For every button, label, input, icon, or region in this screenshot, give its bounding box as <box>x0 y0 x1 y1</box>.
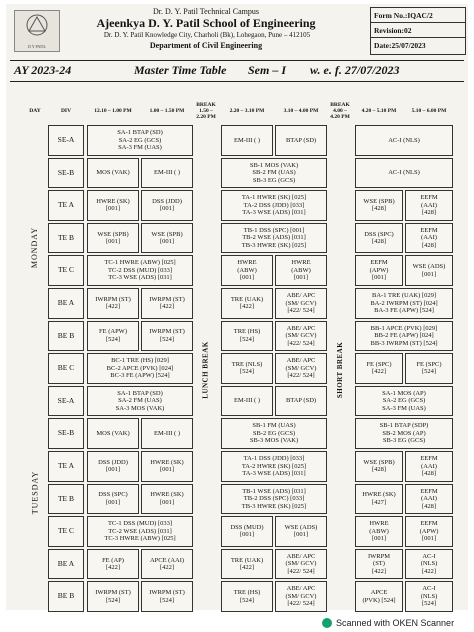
lecture-cell <box>355 549 403 580</box>
lecture-line: TRE (NLS) <box>231 361 263 369</box>
lecture-line: FE (SPC) <box>416 361 442 369</box>
lecture-line: [524] <box>159 596 175 604</box>
lecture-line: [001] <box>293 531 309 539</box>
lecture-line: SA-1 MOS (AP) <box>382 389 426 397</box>
lecture-line: BC-3 FE (APW) [524] <box>110 372 170 380</box>
lecture-line: HWRE <box>291 259 311 267</box>
lecture-line: (AAI) <box>421 201 437 209</box>
division-label: BE B <box>48 581 84 612</box>
lecture-line: [524] <box>105 335 121 343</box>
lecture-line: (NLS) <box>420 592 438 600</box>
lecture-cell <box>221 288 273 319</box>
lecture-line: (ST) <box>373 560 385 568</box>
lecture-line: [001] <box>105 205 121 213</box>
lecture-line: BB-1 APCE (PVK) [029] <box>370 324 438 332</box>
lecture-cell <box>355 125 453 156</box>
lecture-cell <box>355 516 403 547</box>
lecture-line: [001] <box>159 466 175 474</box>
semester: Sem – I <box>248 63 287 77</box>
lecture-line: [524] <box>159 335 175 343</box>
lecture-line: [524] <box>239 335 255 343</box>
lecture-line: [524] <box>239 368 255 376</box>
lecture-line: [428] <box>371 205 387 213</box>
lecture-line: SA-1 BTAP (SD) <box>117 129 163 137</box>
lecture-line: [422/ 524] <box>287 567 315 575</box>
lecture-line: EEFM <box>420 455 438 463</box>
lecture-cell <box>221 255 273 286</box>
lecture-line: ABE/ APC <box>286 292 316 300</box>
lecture-cell <box>221 125 273 156</box>
lecture-line: SB-3 MOS (VAK) <box>249 437 299 445</box>
lecture-cell <box>221 516 273 547</box>
lecture-cell <box>87 190 139 221</box>
lecture-cell <box>355 321 453 352</box>
lecture-line: [422] <box>105 564 121 572</box>
lecture-cell <box>87 386 193 417</box>
lecture-line: [422] <box>105 303 121 311</box>
lecture-cell <box>87 451 139 482</box>
lecture-cell <box>405 353 453 384</box>
lecture-line: [428] <box>421 470 437 478</box>
division-label: TE C <box>48 516 84 547</box>
lecture-line: SA-2 EG (GCS) <box>118 136 162 144</box>
lecture-line: [428] <box>371 238 387 246</box>
lecture-line: SA-2 EG (GCS) <box>382 397 426 405</box>
lecture-cell <box>275 581 327 612</box>
lecture-line: IWRPM (ST) <box>149 328 185 336</box>
lecture-cell <box>355 223 403 254</box>
header-slot-5: 4.20 – 5.10 PM <box>361 107 397 114</box>
lecture-line: [001] <box>239 531 255 539</box>
lecture-line: EM-III ( ) <box>154 169 180 177</box>
lecture-line: IWRPM (ST) <box>95 589 131 597</box>
lecture-line: HWRE (SK) <box>362 491 396 499</box>
lecture-cell <box>87 549 139 580</box>
lecture-cell <box>355 353 403 384</box>
lecture-line: HWRE (SK) <box>150 491 184 499</box>
lecture-line: TA-3 WSE (ADS) [031] <box>242 470 306 478</box>
lecture-line: EEFM <box>420 194 438 202</box>
division-label: BE A <box>48 549 84 580</box>
lecture-cell <box>141 321 193 352</box>
lecture-line: EEFM <box>420 226 438 234</box>
lecture-cell <box>221 321 273 352</box>
lecture-line: [428] <box>371 466 387 474</box>
lecture-cell <box>141 451 193 482</box>
division-label: TE A <box>48 190 84 221</box>
lecture-cell <box>221 581 273 612</box>
header-div: DIV <box>60 107 72 114</box>
lecture-line: WSE (SPB) <box>363 198 395 206</box>
lecture-cell <box>355 386 453 417</box>
day-tuesday <box>24 370 46 615</box>
lecture-cell <box>221 190 327 221</box>
lecture-line: IWRPM <box>367 552 391 560</box>
lecture-cell <box>141 288 193 319</box>
header-slot-6: 5.10 – 6.00 PM <box>411 107 447 114</box>
lecture-line: SA-1 BTAP (SD) <box>117 389 163 397</box>
lecture-line: EM-III ( ) <box>234 397 260 405</box>
lecture-line: HWRE (SK) <box>96 198 130 206</box>
scanner-logo-icon <box>322 618 332 628</box>
lecture-line: BB-2 FE (APW) [024] <box>374 332 434 340</box>
lecture-line: SA-3 FM (UAS) <box>382 404 426 412</box>
lecture-line: BC-1 TRE (HS) [029] <box>111 357 169 365</box>
lecture-line: [422] <box>371 368 387 376</box>
lecture-line: TB-1 WSE (ADS) [031] <box>242 487 306 495</box>
lecture-line: [001] <box>159 238 175 246</box>
lecture-line: TB-1 DSS (SPC) [001] <box>243 226 305 234</box>
lecture-line: BA-3 FE (APW) [524] <box>374 307 434 315</box>
lecture-line: TB-3 HWRE (SK) [025] <box>241 502 307 510</box>
lecture-cell <box>141 190 193 221</box>
lecture-cell <box>275 288 327 319</box>
lecture-line: WSE (ADS) <box>284 524 318 532</box>
lecture-line: [422] <box>239 564 255 572</box>
division-label: TE B <box>48 223 84 254</box>
lecture-line: HWRE <box>237 259 257 267</box>
lecture-line: MOS (VAK) <box>96 429 130 437</box>
lecture-line: TC-3 WSE (ADS) [031] <box>108 274 172 282</box>
lecture-cell <box>221 158 327 189</box>
college-address: Dr. D. Y. Patil Knowledge City, Charholi (Bk), Lohegaon, Pune – 412105 <box>103 31 311 39</box>
lecture-line: AC-I (NLS) <box>388 169 420 177</box>
lecture-line: [422/ 524] <box>287 307 315 315</box>
lecture-line: [422/ 524] <box>287 339 315 347</box>
lecture-line: [001] <box>239 274 255 282</box>
lecture-line: TC-2 DSS (MUD) [033] <box>107 266 173 274</box>
division-label: SE-B <box>48 418 84 449</box>
lecture-line: HWRE <box>369 520 389 528</box>
lecture-cell <box>221 484 327 515</box>
header-lunch-break: BREAK 1.50 – 2.20 PM <box>196 101 216 121</box>
lecture-cell <box>405 549 453 580</box>
lecture-line: AC-I <box>422 552 436 560</box>
lecture-line: (ABW) <box>237 266 257 274</box>
page-title: Master Time Table <box>134 63 227 77</box>
lecture-line: [422/ 524] <box>287 600 315 608</box>
lecture-line: [427] <box>371 498 387 506</box>
lecture-line: SB-1 BTAP (SDP) <box>379 422 429 430</box>
lecture-line: WSE (SPB) <box>97 230 129 238</box>
effective-from: w. e. f. 27/07/2023 <box>310 63 400 77</box>
lecture-cell <box>87 125 193 156</box>
short-break-label: SHORT BREAK <box>336 341 344 399</box>
lecture-line: (AAI) <box>421 495 437 503</box>
lecture-cell <box>355 255 403 286</box>
lecture-line: TRE (UAK) <box>230 556 264 564</box>
lecture-cell <box>87 516 193 547</box>
header-day: DAY <box>29 107 41 114</box>
day-label: MONDAY <box>30 226 40 269</box>
lecture-cell <box>87 321 139 352</box>
lecture-cell <box>221 223 327 254</box>
lecture-cell <box>87 158 139 189</box>
lecture-line: TB-2 DSS (SPC) [033] <box>243 495 305 503</box>
lecture-cell <box>355 288 453 319</box>
lecture-line: TA-2 HWRE (SK) [025] <box>241 462 307 470</box>
lecture-cell <box>141 158 193 189</box>
lecture-line: TB-2 WSE (ADS) [031] <box>242 234 306 242</box>
lecture-line: [001] <box>105 498 121 506</box>
lecture-cell <box>87 223 139 254</box>
lecture-cell <box>405 451 453 482</box>
lecture-line: TC-3 HWRE (ABW) [025] <box>104 535 176 543</box>
lecture-line: [422/ 524] <box>287 372 315 380</box>
header-slot-2: 1.00 – 1.50 PM <box>149 107 185 114</box>
lecture-line: AC-I <box>422 585 436 593</box>
lecture-cell <box>141 484 193 515</box>
lecture-line: [428] <box>421 209 437 217</box>
lecture-line: EEFM <box>370 259 388 267</box>
lecture-line: SB-2 EG (GCS) <box>252 429 296 437</box>
lecture-line: WSE (SPB) <box>151 230 183 238</box>
lecture-line: [001] <box>105 238 121 246</box>
lecture-line: (SM/ GCV) <box>285 364 317 372</box>
lecture-line: (SM/ GCV) <box>285 592 317 600</box>
lecture-line: [001] <box>421 270 437 278</box>
lecture-line: TA-1 DSS (JDD) [033] <box>243 455 305 463</box>
form-number: Form No.:IQAC/2 <box>371 8 465 23</box>
lecture-line: TA-3 WSE (ADS) [031] <box>242 209 306 217</box>
lecture-line: TB-3 HWRE (SK) [025] <box>241 241 307 249</box>
document-header <box>6 4 468 58</box>
division-label: BE A <box>48 288 84 319</box>
day-label: TUESDAY <box>30 470 40 515</box>
lecture-cell <box>221 386 273 417</box>
lecture-line: FE (APW) <box>99 328 127 336</box>
lecture-line: DSS (JDD) <box>152 198 182 206</box>
lecture-line: [524] <box>421 368 437 376</box>
lecture-line: (ABW) <box>369 527 389 535</box>
lecture-line: DSS (JDD) <box>98 458 128 466</box>
lecture-line: BB-3 IWRPM (ST) [524] <box>370 339 438 347</box>
lecture-cell <box>141 581 193 612</box>
division-label: BE C <box>48 353 84 384</box>
lecture-cell <box>405 255 453 286</box>
lecture-cell <box>355 484 403 515</box>
lecture-line: TRE (HS) <box>233 589 261 597</box>
lecture-line: BTAP (SD) <box>285 136 317 144</box>
lecture-line: MOS (VAK) <box>96 169 130 177</box>
lecture-line: BA-1 TRE (UAK) [029] <box>372 292 436 300</box>
lecture-line: EEFM <box>420 487 438 495</box>
lecture-line: [524] <box>239 596 255 604</box>
academic-year: AY 2023-24 <box>14 63 72 77</box>
lecture-cell <box>405 190 453 221</box>
lecture-line: (ABW) <box>291 266 311 274</box>
lecture-line: APCE <box>370 589 388 597</box>
lecture-line: BA-2 IWRPM (ST) [024] <box>370 299 438 307</box>
lecture-cell <box>87 418 139 449</box>
header-slot-4: 3.10 – 4.00 PM <box>283 107 319 114</box>
lecture-cell <box>141 418 193 449</box>
college-logo-icon <box>14 10 60 52</box>
lecture-line: DSS (SPC) <box>98 491 128 499</box>
lecture-cell <box>355 451 403 482</box>
lecture-cell <box>87 484 139 515</box>
lecture-line: [422] <box>421 567 437 575</box>
timetable-sheet <box>6 4 468 628</box>
lecture-line: [001] <box>371 274 387 282</box>
lecture-cell <box>355 158 453 189</box>
lecture-line: (APW) <box>419 527 439 535</box>
lecture-line: [422] <box>159 564 175 572</box>
lecture-line: BC-2 APCE (PVK) [024] <box>106 364 174 372</box>
lecture-cell <box>141 223 193 254</box>
lunch-break-label: LUNCH BREAK <box>202 341 210 399</box>
lecture-line: SB-3 EG (GCS) <box>252 176 296 184</box>
lecture-line: (SM/ GCV) <box>285 560 317 568</box>
lecture-cell <box>275 255 327 286</box>
lecture-line: IWRPM (ST) <box>149 295 185 303</box>
lecture-line: [422] <box>371 567 387 575</box>
lecture-line: EEFM <box>420 520 438 528</box>
lecture-line: SB-1 FM (UAS) <box>252 422 296 430</box>
lunch-break-column <box>195 125 217 615</box>
lecture-line: DSS (SPC) <box>364 230 394 238</box>
lecture-line: [001] <box>105 466 121 474</box>
lecture-line: [001] <box>159 205 175 213</box>
lecture-line: SA-2 FM (UAS) <box>118 397 162 405</box>
lecture-line: ABE/ APC <box>286 357 316 365</box>
lecture-cell <box>405 484 453 515</box>
division-label: BE B <box>48 321 84 352</box>
lecture-line: FE (AP) <box>102 556 124 564</box>
lecture-cell <box>87 581 139 612</box>
college-name: Ajeenkya D. Y. Patil School of Engineering <box>96 16 316 30</box>
lecture-line: FE (SPC) <box>366 361 392 369</box>
lecture-line: (SM/ GCV) <box>285 332 317 340</box>
scanner-watermark <box>322 616 454 630</box>
lecture-line: TRE (HS) <box>233 328 261 336</box>
lecture-line: SB-1 MOS (VAK) <box>249 161 299 169</box>
division-label: SE-B <box>48 158 84 189</box>
revision: Revision:02 <box>371 23 465 38</box>
lecture-cell <box>355 190 403 221</box>
lecture-line: HWRE (SK) <box>150 458 184 466</box>
logo-caption: D Y PATIL <box>27 44 46 49</box>
lecture-line: [001] <box>371 535 387 543</box>
header-slot-3: 2.20 – 3.10 PM <box>229 107 265 114</box>
lecture-cell <box>275 353 327 384</box>
lecture-cell <box>221 451 327 482</box>
division-label: TE B <box>48 484 84 515</box>
lecture-line: [428] <box>421 502 437 510</box>
campus-name: Dr. D. Y. Patil Technical Campus <box>153 7 259 16</box>
lecture-line: WSE (ADS) <box>412 263 446 271</box>
lecture-cell <box>355 581 403 612</box>
lecture-line: BTAP (SD) <box>285 397 317 405</box>
lecture-cell <box>275 516 327 547</box>
lecture-line: EM-III ( ) <box>154 429 180 437</box>
lecture-cell <box>275 125 327 156</box>
header-slot-1: 12.10 – 1.00 PM <box>94 107 132 114</box>
lecture-line: IWRPM (ST) <box>95 295 131 303</box>
lecture-line: [001] <box>293 274 309 282</box>
header-short-break: BREAK 4.00 – 4.20 PM <box>330 101 350 121</box>
lecture-line: (SM/ GCV) <box>285 299 317 307</box>
lecture-cell <box>405 223 453 254</box>
lecture-line: SB-3 EG (GCS) <box>382 437 426 445</box>
lecture-line: TC-1 HWRE (ABW) [025] <box>104 259 176 267</box>
lecture-line: ABE/ APC <box>286 552 316 560</box>
division-label: SE-A <box>48 386 84 417</box>
lecture-line: TA-2 DSS (JDD) [033] <box>243 201 305 209</box>
form-meta-box <box>370 7 466 55</box>
lecture-line: [001] <box>421 535 437 543</box>
lecture-cell <box>221 418 327 449</box>
day-monday <box>24 125 46 370</box>
lecture-line: (NLS) <box>420 560 438 568</box>
division-label: TE A <box>48 451 84 482</box>
lecture-line: DSS (MUD) <box>230 524 264 532</box>
lecture-line: AC-I (NLS) <box>388 136 420 144</box>
lecture-line: SB-2 MOS (AP) <box>382 429 426 437</box>
lecture-line: [524] <box>421 600 437 608</box>
lecture-line: TC-1 DSS (MUD) [033] <box>107 520 173 528</box>
department-name: Department of Civil Engineering <box>149 41 263 50</box>
lecture-cell <box>275 321 327 352</box>
lecture-line: TC-2 WSE (ADS) [031] <box>108 527 172 535</box>
lecture-cell <box>405 516 453 547</box>
lecture-cell <box>275 386 327 417</box>
lecture-line: SA-3 FM (UAS) <box>118 144 162 152</box>
lecture-cell <box>87 288 139 319</box>
lecture-line: (AAI) <box>421 234 437 242</box>
title-bar <box>10 60 464 82</box>
lecture-cell <box>141 549 193 580</box>
lecture-line: EM-III ( ) <box>234 136 260 144</box>
lecture-line: (APW) <box>369 266 389 274</box>
lecture-cell <box>87 353 193 384</box>
short-break-column <box>329 125 351 615</box>
lecture-cell <box>87 255 193 286</box>
lecture-line: [428] <box>421 241 437 249</box>
lecture-line: TA-1 HWRE (SK) [025] <box>241 194 307 202</box>
lecture-line: APCE (AAI) <box>149 556 185 564</box>
lecture-line: ABE/ APC <box>286 324 316 332</box>
lecture-cell <box>221 353 273 384</box>
lecture-line: ABE/ APC <box>286 585 316 593</box>
document-date: Date:25/07/2023 <box>374 41 426 50</box>
lecture-cell <box>275 549 327 580</box>
scanner-text: Scanned with OKEN Scanner <box>336 618 455 628</box>
lecture-cell <box>355 418 453 449</box>
lecture-line: SB-2 FM (UAS) <box>252 169 296 177</box>
lecture-line: TRE (UAK) <box>230 295 264 303</box>
lecture-line: SA-3 MOS (VAK) <box>115 404 165 412</box>
lecture-line: WSE (SPB) <box>363 458 395 466</box>
lecture-line: (AAI) <box>421 462 437 470</box>
lecture-line: IWRPM (ST) <box>149 589 185 597</box>
timetable-grid <box>24 97 454 615</box>
lecture-line: [422] <box>159 303 175 311</box>
lecture-line: [524] <box>105 596 121 604</box>
division-label: SE-A <box>48 125 84 156</box>
division-label: TE C <box>48 255 84 286</box>
lecture-line: [001] <box>159 498 175 506</box>
lecture-cell <box>221 549 273 580</box>
lecture-cell <box>405 581 453 612</box>
lecture-line: [422] <box>239 303 255 311</box>
lecture-line: (PVK) [524] <box>362 596 396 604</box>
